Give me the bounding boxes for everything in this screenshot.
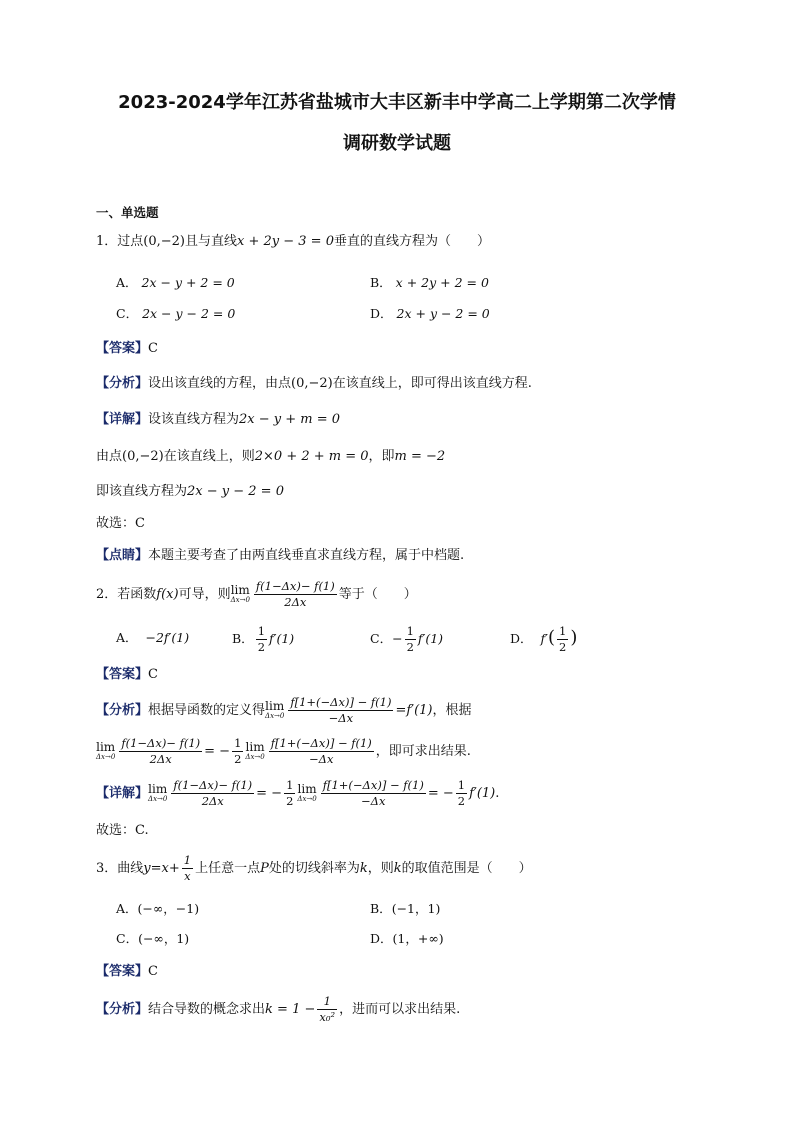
q2-option-c[interactable]: C．− $\frac{1}{2}$ f′(1) xyxy=(370,624,444,654)
q2-option-d[interactable]: D． f′( $\frac{1}{2}$ ) xyxy=(510,624,578,654)
q1-detail-line2: 由点(0,−2)在该直线上，则2×0 + 2 + m = 0，即m = −2 xyxy=(96,449,446,464)
q1-choice: 故选：C xyxy=(96,516,145,531)
q3-answer: 【答案】C xyxy=(96,964,158,979)
section-heading: 一、单选题 xyxy=(96,205,159,220)
question-2-stem: 2．若函数f(x)可导，则 lim Δx→0 $\frac{f(1-\Delta x)- f(1)}{2\Delta x}$ 等于（ ） xyxy=(96,579,417,609)
limit-symbol: lim Δx→0 xyxy=(230,582,250,604)
q3-option-d[interactable]: D．(1，+∞) xyxy=(370,931,444,946)
document-title-line1: 2023-2024学年江苏省盐城市大丰区新丰中学高二上学期第二次学情 xyxy=(118,92,676,113)
q2-analysis-line2: lim Δx→0 $\frac{f(1-\Delta x)- f(1)}{2\Delta x}$ = − $\frac{1}{2}$ lim Δx→0 $\frac{f[1+(-\Delta x)] - f(1)}{-\Delta x}$ ，即可求出结果. xyxy=(96,736,471,766)
q1-option-d[interactable]: D． 2x + y − 2 = 0 xyxy=(370,306,490,321)
q1-option-a[interactable]: A． 2x − y + 2 = 0 xyxy=(116,275,235,290)
question-1-stem: 1．过点(0,−2)且与直线x + 2y − 3 = 0垂直的直线方程为（ ） xyxy=(96,234,490,249)
q1-analysis: 【分析】设出该直线的方程，由点(0,−2)在该直线上，即可得出该直线方程. xyxy=(96,376,532,391)
q2-option-a[interactable]: A． −2f′(1) xyxy=(116,630,190,645)
q1-detail-line3: 即该直线方程为2x − y − 2 = 0 xyxy=(96,484,284,499)
q3-option-b[interactable]: B．(−1，1) xyxy=(370,901,441,916)
q2-analysis: 【分析】根据导函数的定义得 lim Δx→0 $\frac{f[1+(-\Delta x)] - f(1)}{-\Delta x}$ =f′(1)，根据 xyxy=(96,695,472,725)
q1-option-c[interactable]: C． 2x − y − 2 = 0 xyxy=(116,306,236,321)
q2-option-b[interactable]: B． $\frac{1}{2}$ f′(1) xyxy=(232,624,295,654)
q3-option-c[interactable]: C．(−∞，1) xyxy=(116,931,190,946)
document-title-line2: 调研数学试题 xyxy=(343,133,451,154)
q1-point: 【点睛】本题主要考查了由两直线垂直求直线方程，属于中档题. xyxy=(96,548,465,563)
q2-limit-fraction: $\frac{f(1-\Delta x)- f(1)}{2\Delta x}$ xyxy=(255,579,335,609)
q1-answer: 【答案】C xyxy=(96,341,158,356)
question-3-stem: 3．曲线y=x+ $\frac{1}{x}$ 上任意一点P处的切线斜率为k，则k的取值范围是（ ） xyxy=(96,853,532,883)
q1-option-b[interactable]: B． x + 2y + 2 = 0 xyxy=(370,275,489,290)
q3-analysis: 【分析】结合导数的概念求出k = 1 − $\frac{1}{\text{x₀²}}$ ，进而可以求出结果. xyxy=(96,994,461,1024)
q2-detail: 【详解】 lim Δx→0 $\frac{f(1-\Delta x)- f(1)}{2\Delta x}$ = − $\frac{1}{2}$ lim Δx→0 $\frac{f[1+(-\Delta x)] - f(1)}{-\Delta x}$ = − $\frac{1}{2}$ f′(1). xyxy=(96,778,500,808)
q2-choice: 故选：C. xyxy=(96,823,149,838)
q1-detail: 【详解】设该直线方程为2x − y + m = 0 xyxy=(96,412,341,427)
q3-option-a[interactable]: A．(−∞，−1) xyxy=(116,901,200,916)
q2-answer: 【答案】C xyxy=(96,667,158,682)
